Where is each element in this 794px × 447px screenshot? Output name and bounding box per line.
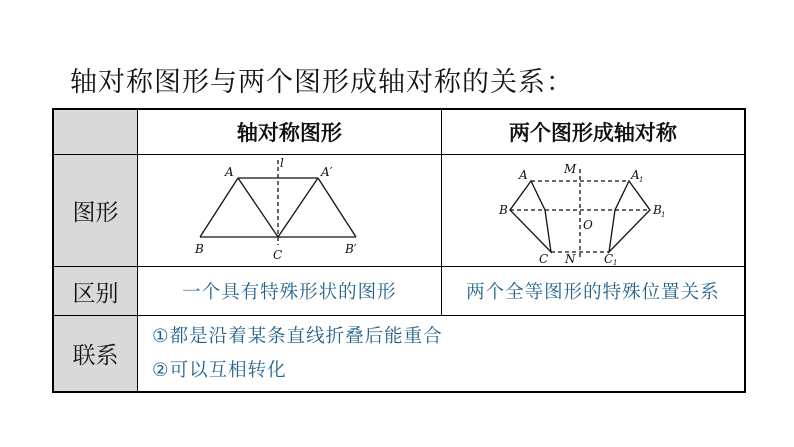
figure-cell-2 <box>441 155 745 267</box>
label-A: A <box>518 167 528 182</box>
row-label-figure: 图形 <box>53 155 138 267</box>
label-A1-subscript: 1 <box>638 175 644 184</box>
label-C: C <box>273 247 283 262</box>
connection-line-2: ②可以互相转化 <box>152 359 287 381</box>
label-l: l <box>280 156 285 170</box>
label-O: O <box>582 217 593 232</box>
label-B-prime: B′ <box>345 241 357 256</box>
difference-axisymmetric: 一个具有特殊形状的图形 <box>138 267 442 316</box>
two-symmetric-quadrilaterals-figure <box>493 157 693 265</box>
table-row-figure <box>53 155 745 267</box>
label-B1: B <box>652 202 662 217</box>
row-label-difference: 区别 <box>53 267 138 316</box>
label-M: M <box>563 161 577 176</box>
header-axisymmetric-figure: 轴对称图形 <box>138 109 442 155</box>
label-C1-subscript: 1 <box>612 258 618 265</box>
label-B: B <box>195 241 205 256</box>
label-C: C <box>538 251 549 265</box>
relation-table <box>52 108 746 393</box>
table-header-row <box>53 109 745 155</box>
figure-cell-1 <box>138 155 442 267</box>
label-C1: C <box>603 251 614 265</box>
table-row-difference <box>53 267 745 316</box>
axisymmetric-trapezoid-figure <box>189 157 389 265</box>
label-A: A <box>225 164 235 179</box>
connection-line-1: ①都是沿着某条直线折叠后能重合 <box>152 325 443 347</box>
label-B: B <box>498 202 508 217</box>
header-two-figures-symmetric: 两个图形成轴对称 <box>441 109 745 155</box>
connection-cell <box>138 316 746 393</box>
label-B1-subscript: 1 <box>660 210 666 219</box>
header-corner <box>53 109 138 155</box>
label-A-prime: A′ <box>321 164 333 179</box>
label-A1: A <box>630 167 640 182</box>
difference-two-figures: 两个全等图形的特殊位置关系 <box>441 267 745 316</box>
page-title: 轴对称图形与两个图形成轴对称的关系： <box>70 67 574 98</box>
label-N: N <box>564 251 576 265</box>
table-row-connection <box>53 316 745 393</box>
row-label-connection: 联系 <box>53 316 138 393</box>
